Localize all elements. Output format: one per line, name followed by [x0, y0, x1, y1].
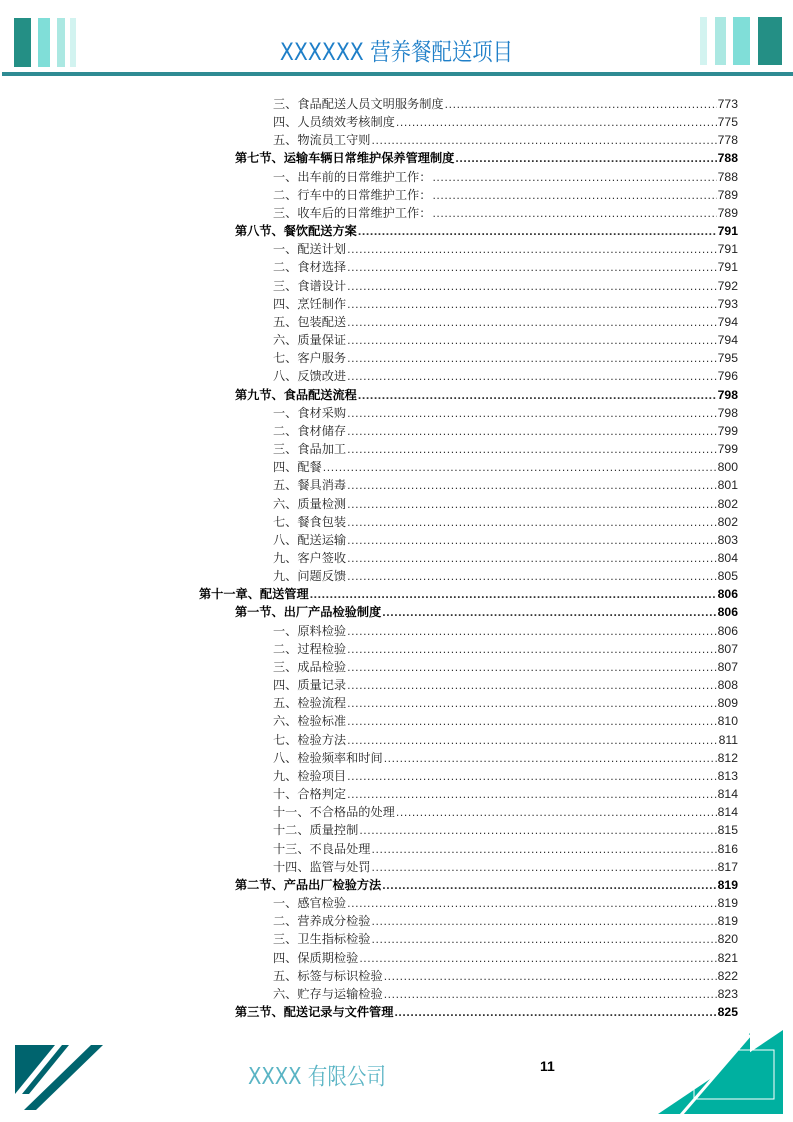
- dot-leader: [372, 912, 717, 930]
- dot-leader: [359, 949, 716, 967]
- dot-leader: [372, 840, 717, 858]
- dot-leader: [347, 731, 717, 749]
- toc-entry-page: 819: [717, 896, 738, 911]
- toc-section[interactable]: [235, 149, 738, 167]
- toc-entry-page: 810: [717, 714, 738, 729]
- toc-entry-title: 十四、监管与处罚: [273, 859, 371, 874]
- toc-item[interactable]: [273, 912, 738, 930]
- dot-leader: [396, 803, 717, 821]
- footer-company: XXXX 有限公司: [248, 1064, 386, 1090]
- toc-entry-title: 一、原料检验: [273, 623, 347, 638]
- toc-entry-page: 792: [717, 278, 738, 293]
- toc-item[interactable]: [273, 567, 738, 585]
- toc-entry-title: 十一、不合格品的处理: [273, 805, 395, 820]
- toc-entry-page: 789: [717, 205, 738, 220]
- toc-entry-page: 807: [717, 641, 738, 656]
- toc-entry-title: 六、贮存与运输检验: [273, 986, 383, 1001]
- toc-section[interactable]: [235, 222, 738, 240]
- toc-item[interactable]: [273, 985, 738, 1003]
- toc-item[interactable]: [273, 131, 738, 149]
- toc-entry-page: 809: [717, 696, 738, 711]
- header-stripe-left-2: [38, 18, 50, 67]
- toc-item[interactable]: [273, 367, 738, 385]
- toc-entry-page: 791: [717, 224, 738, 239]
- toc-entry-page: 794: [717, 314, 738, 329]
- toc-item[interactable]: [273, 531, 738, 549]
- toc-item[interactable]: [273, 949, 738, 967]
- toc-entry-title: 八、反馈改进: [273, 369, 347, 384]
- header-stripe-right-4: [758, 17, 782, 65]
- dot-leader: [347, 549, 717, 567]
- toc-item[interactable]: [273, 495, 738, 513]
- toc-entry-page: 803: [717, 532, 738, 547]
- toc-entry-page: 794: [717, 333, 738, 348]
- toc-item[interactable]: [273, 840, 738, 858]
- header-title: XXXXXX 营养餐配送项目: [279, 38, 514, 66]
- toc-entry-page: 806: [717, 587, 738, 602]
- dot-leader: [347, 767, 717, 785]
- toc-entry-page: 791: [717, 242, 738, 257]
- toc-item[interactable]: [273, 803, 738, 821]
- toc-item[interactable]: [273, 658, 738, 676]
- dot-leader: [382, 876, 716, 894]
- toc-item[interactable]: [273, 168, 738, 186]
- dot-leader: [372, 930, 717, 948]
- toc-item[interactable]: [273, 458, 738, 476]
- dot-leader: [347, 476, 717, 494]
- toc-entry-title: 二、食材储存: [273, 423, 347, 438]
- toc-entry-page: 795: [717, 351, 738, 366]
- toc-item[interactable]: [273, 712, 738, 730]
- toc-entry-title: 第一节、出厂产品检验制度: [235, 605, 382, 620]
- toc-entry-page: 811: [718, 732, 738, 747]
- toc-entry-page: 808: [717, 678, 738, 693]
- toc-entry-page: 815: [717, 823, 738, 838]
- toc-entry-page: 778: [717, 133, 738, 148]
- toc-entry-page: 817: [717, 859, 738, 874]
- toc-entry-title: 五、标签与标识检验: [273, 968, 383, 983]
- toc-item[interactable]: [273, 894, 738, 912]
- toc-item[interactable]: [273, 277, 738, 295]
- toc-entry-page: 796: [717, 369, 738, 384]
- toc-entry-title: 二、行车中的日常维护工作：: [273, 187, 432, 202]
- toc-entry-title: 三、卫生指标检验: [273, 932, 371, 947]
- toc-section[interactable]: [235, 603, 738, 621]
- toc-entry-title: 五、包装配送: [273, 314, 347, 329]
- dot-leader: [347, 295, 717, 313]
- toc-entry-title: 第九节、食品配送流程: [235, 387, 357, 402]
- toc-entry-page: 813: [717, 768, 738, 783]
- header-stripe-right-3: [733, 17, 750, 65]
- dot-leader: [347, 440, 717, 458]
- dot-leader: [347, 676, 717, 694]
- toc-entry-page: 807: [717, 659, 738, 674]
- toc-item[interactable]: [273, 113, 738, 131]
- toc-entry-page: 806: [717, 623, 738, 638]
- toc-entry-title: 一、食材采购: [273, 405, 347, 420]
- toc-entry-title: 九、问题反馈: [273, 569, 347, 584]
- toc-entry-page: 798: [717, 387, 738, 402]
- dot-leader: [347, 258, 717, 276]
- toc-entry-title: 第三节、配送记录与文件管理: [235, 1005, 394, 1019]
- toc-item[interactable]: [273, 186, 738, 204]
- toc-entry-title: 七、客户服务: [273, 351, 347, 366]
- dot-leader: [445, 95, 717, 113]
- toc-entry-title: 十二、质量控制: [273, 823, 359, 838]
- toc-entry-title: 第八节、餐饮配送方案: [235, 224, 357, 239]
- dot-leader: [347, 785, 717, 803]
- toc-item[interactable]: [273, 258, 738, 276]
- toc-item[interactable]: [273, 785, 738, 803]
- dot-leader: [396, 113, 717, 131]
- dot-leader: [347, 658, 717, 676]
- dot-leader: [384, 967, 717, 985]
- toc-entry-title: 八、配送运输: [273, 532, 347, 547]
- dot-leader: [347, 622, 717, 640]
- toc-entry-title: 一、配送计划: [273, 242, 347, 257]
- toc-entry-title: 九、检验项目: [273, 768, 347, 783]
- toc-entry-title: 六、质量保证: [273, 333, 347, 348]
- dot-leader: [358, 386, 717, 404]
- dot-leader: [358, 222, 717, 240]
- toc-chapter[interactable]: [199, 585, 738, 603]
- toc-entry-page: 821: [717, 950, 738, 965]
- dot-leader: [384, 985, 717, 1003]
- toc-entry-page: 791: [717, 260, 738, 275]
- toc-entry-title: 二、食材选择: [273, 260, 347, 275]
- toc-section[interactable]: [235, 1003, 738, 1021]
- dot-leader: [432, 204, 716, 222]
- toc-entry-title: 四、质量记录: [273, 678, 347, 693]
- toc-entry-page: 788: [717, 151, 738, 166]
- header-rule: [2, 72, 793, 76]
- toc-entry-page: 802: [717, 514, 738, 529]
- toc-entry-page: 793: [717, 296, 738, 311]
- toc-entry-title: 五、检验流程: [273, 696, 347, 711]
- dot-leader: [347, 894, 717, 912]
- dot-leader: [347, 513, 717, 531]
- toc-entry-page: 804: [717, 551, 738, 565]
- toc-entry-title: 三、食品配送人员文明服务制度: [273, 97, 444, 111]
- dot-leader: [359, 821, 716, 839]
- toc-section[interactable]: [235, 876, 738, 894]
- toc-entry-page: 773: [717, 97, 738, 111]
- toc-item[interactable]: [273, 930, 738, 948]
- toc-entry-title: 四、烹饪制作: [273, 296, 347, 311]
- toc-item[interactable]: [273, 676, 738, 694]
- toc-entry-title: 十、合格判定: [273, 787, 347, 802]
- toc-item[interactable]: [273, 549, 738, 567]
- dot-leader: [432, 168, 716, 186]
- toc-item[interactable]: [273, 204, 738, 222]
- dot-leader: [372, 131, 717, 149]
- toc-entry-page: 825: [717, 1005, 738, 1019]
- dot-leader: [382, 603, 716, 621]
- toc-entry-page: 799: [717, 442, 738, 457]
- toc-item[interactable]: [273, 331, 738, 349]
- dot-leader: [347, 331, 717, 349]
- toc-entry-page: 800: [717, 460, 738, 475]
- toc-item[interactable]: [273, 313, 738, 331]
- toc-entry-title: 第七节、运输车辆日常维护保养管理制度: [235, 151, 455, 166]
- toc-entry-title: 一、出车前的日常维护工作：: [273, 169, 432, 184]
- footer-left-triangle-decoration: [0, 1030, 120, 1110]
- header-stripe-left-1: [14, 18, 31, 67]
- toc-item[interactable]: [273, 295, 738, 313]
- toc-item[interactable]: [273, 240, 738, 258]
- dot-leader: [347, 367, 717, 385]
- toc-entry-title: 四、保质期检验: [273, 950, 359, 965]
- toc-entry-page: 820: [717, 932, 738, 947]
- toc-entry-title: 九、客户签收: [273, 551, 347, 565]
- toc-entry-page: 806: [717, 605, 738, 620]
- dot-leader: [347, 495, 717, 513]
- toc-entry-page: 823: [717, 986, 738, 1001]
- toc-section[interactable]: [235, 386, 738, 404]
- toc-item[interactable]: [273, 821, 738, 839]
- dot-leader: [384, 749, 717, 767]
- dot-leader: [310, 585, 717, 603]
- dot-leader: [347, 712, 717, 730]
- dot-leader: [394, 1003, 716, 1021]
- toc-item[interactable]: [273, 694, 738, 712]
- toc-entry-title: 六、质量检测: [273, 496, 347, 511]
- dot-leader: [347, 567, 717, 585]
- toc-entry-title: 七、检验方法: [273, 732, 347, 747]
- toc-entry-title: 十三、不良品处理: [273, 841, 371, 856]
- toc-entry-page: 814: [717, 805, 738, 820]
- toc-entry-title: 第二节、产品出厂检验方法: [235, 877, 382, 892]
- toc-item[interactable]: [273, 622, 738, 640]
- dot-leader: [347, 640, 717, 658]
- toc-item[interactable]: [273, 476, 738, 494]
- toc-entry-title: 一、感官检验: [273, 896, 347, 911]
- toc-entry-page: 802: [717, 496, 738, 511]
- toc-item[interactable]: [273, 640, 738, 658]
- dot-leader: [347, 404, 717, 422]
- toc-entry-page: 788: [717, 169, 738, 184]
- toc-entry-title: 三、食品加工: [273, 442, 347, 457]
- dot-leader: [347, 277, 717, 295]
- dot-leader: [455, 149, 716, 167]
- toc-item[interactable]: [273, 749, 738, 767]
- toc-entry-page: 801: [717, 478, 738, 493]
- toc-item[interactable]: [273, 422, 738, 440]
- toc-entry-title: 八、检验频率和时间: [273, 750, 383, 765]
- toc-entry-page: 819: [717, 877, 738, 892]
- dot-leader: [347, 240, 717, 258]
- toc-entry-title: 五、餐具消毒: [273, 478, 347, 493]
- toc-entry-title: 六、检验标准: [273, 714, 347, 729]
- toc-entry-title: 三、食谱设计: [273, 278, 347, 293]
- dot-leader: [323, 458, 717, 476]
- toc-entry-title: 第十一章、配送管理: [199, 587, 309, 602]
- toc-entry-page: 789: [717, 187, 738, 202]
- toc-entry-title: 七、餐食包装: [273, 514, 347, 529]
- toc-entry-title: 四、配餐: [273, 460, 322, 475]
- toc-item[interactable]: [273, 95, 738, 113]
- toc-item[interactable]: [273, 767, 738, 785]
- dot-leader: [347, 422, 717, 440]
- dot-leader: [347, 313, 717, 331]
- dot-leader: [372, 858, 717, 876]
- toc-entry-page: 798: [717, 405, 738, 420]
- toc-entry-title: 三、成品检验: [273, 659, 347, 674]
- toc-entry-page: 799: [717, 423, 738, 438]
- toc-entry-title: 二、营养成分检验: [273, 914, 371, 929]
- toc-entry-page: 816: [717, 841, 738, 856]
- dot-leader: [432, 186, 716, 204]
- toc-entry-page: 805: [717, 569, 738, 584]
- toc-entry-title: 四、人员绩效考核制度: [273, 115, 395, 130]
- toc-item[interactable]: [273, 349, 738, 367]
- toc-item[interactable]: [273, 731, 738, 749]
- toc-item[interactable]: [273, 440, 738, 458]
- toc-entry-title: 二、过程检验: [273, 641, 347, 656]
- toc-entry-title: 五、物流员工守则: [273, 133, 371, 148]
- toc-item[interactable]: [273, 858, 738, 876]
- dot-leader: [347, 694, 717, 712]
- toc-entry-page: 775: [717, 115, 738, 130]
- dot-leader: [347, 531, 717, 549]
- toc-item[interactable]: [273, 967, 738, 985]
- dot-leader: [347, 349, 717, 367]
- toc-entry-page: 812: [717, 750, 738, 765]
- page-number: 11: [540, 1058, 555, 1074]
- toc-entry-page: 822: [717, 968, 738, 983]
- footer-right-triangle-decoration: [650, 1030, 793, 1122]
- toc-entry-page: 814: [717, 787, 738, 802]
- toc-entry-title: 三、收车后的日常维护工作：: [273, 205, 432, 220]
- toc-item[interactable]: [273, 513, 738, 531]
- toc-entry-page: 819: [717, 914, 738, 929]
- toc-item[interactable]: [273, 404, 738, 422]
